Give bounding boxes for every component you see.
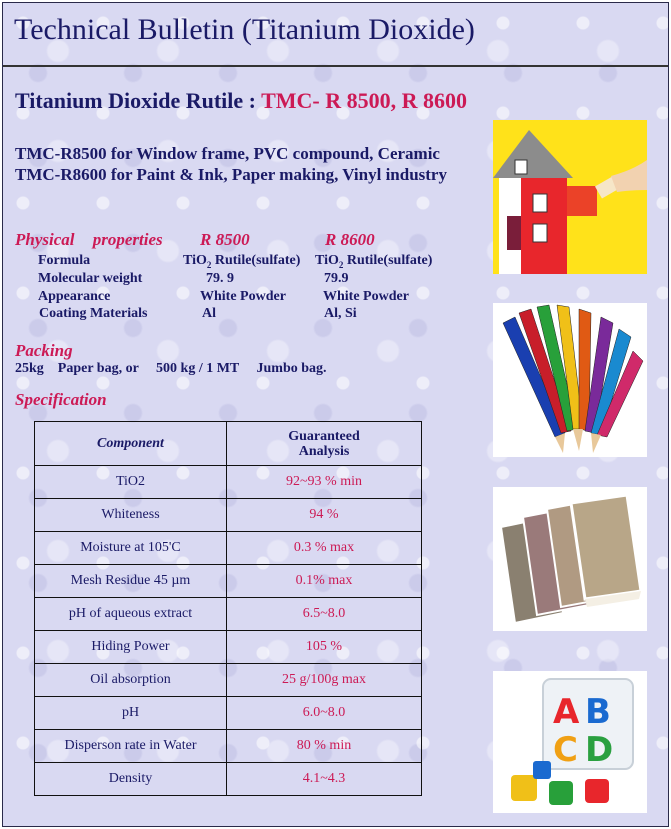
house-paint-icon — [493, 120, 647, 274]
spec-value: 6.5~8.0 — [227, 598, 422, 631]
table-row — [35, 730, 422, 763]
page-title: Technical Bulletin (Titanium Dioxide) — [14, 13, 475, 46]
product-title-prefix: Titanium Dioxide Rutile : — [15, 88, 262, 113]
product-models: TMC- R 8500, R 8600 — [261, 88, 468, 113]
physical-heading-word-1: Physical — [15, 230, 75, 249]
col-component: Component — [35, 422, 227, 466]
specification-table — [34, 421, 422, 796]
table-row — [35, 499, 422, 532]
prop-r8600-formula — [315, 253, 432, 270]
spec-component: Disperson rate in Water — [35, 730, 227, 763]
spec-value: 92~93 % min — [227, 466, 422, 499]
spec-component: TiO2 — [35, 466, 227, 499]
header — [3, 3, 668, 67]
use-line-r8600: TMC-R8600 for Paint & Ink, Paper making, Vinyl industry — [15, 165, 447, 184]
block-letter-d: D — [585, 730, 614, 770]
spec-component: Density — [35, 763, 227, 796]
use-line-r8500: TMC-R8500 for Window frame, PVC compound, Ceramic — [15, 144, 440, 163]
house-paint-image — [493, 120, 647, 274]
paper-samples-image — [493, 487, 647, 631]
spec-component: Moisture at 105'C — [35, 532, 227, 565]
packing-text: 25kg Paper bag, or 500 kg / 1 MT Jumbo bag. — [15, 361, 327, 376]
col-guaranteed-line-1: Guaranteed — [288, 428, 360, 444]
block-letter-c: C — [553, 730, 578, 770]
table-row — [35, 631, 422, 664]
table-header-row — [35, 422, 422, 466]
prop-label-formula: Formula — [38, 253, 91, 268]
packing-heading: Packing — [15, 341, 73, 360]
col-guaranteed-line-2: Analysis — [298, 443, 350, 459]
table-row — [35, 598, 422, 631]
toy-blocks-icon — [493, 671, 647, 813]
block-letter-a: A — [553, 692, 580, 732]
prop-r8500-coating: Al — [202, 306, 216, 321]
col-guaranteed-analysis — [227, 422, 422, 466]
formula-sub: 2 — [206, 259, 212, 270]
prop-label-appearance: Appearance — [38, 289, 111, 304]
prop-r8600-coating: Al, Si — [324, 306, 357, 321]
table-row — [35, 532, 422, 565]
spec-value: 105 % — [227, 631, 422, 664]
toy-blocks-image — [493, 671, 647, 813]
block-letter-b: B — [585, 692, 611, 732]
spec-value: 80 % min — [227, 730, 422, 763]
spec-value: 0.1% max — [227, 565, 422, 598]
table-row — [35, 664, 422, 697]
spec-value: 25 g/100g max — [227, 664, 422, 697]
table-row — [35, 466, 422, 499]
physical-heading-word-2: properties — [92, 230, 163, 249]
prop-r8500-appearance: White Powder — [200, 289, 286, 304]
prop-r8500-molecular-weight: 79. 9 — [206, 271, 234, 286]
spec-value: 4.1~4.3 — [227, 763, 422, 796]
spec-value: 94 % — [227, 499, 422, 532]
spec-component: Oil absorption — [35, 664, 227, 697]
table-row — [35, 697, 422, 730]
formula-suffix: Rutile(sulfate) — [343, 253, 433, 268]
spec-component: Mesh Residue 45 µm — [35, 565, 227, 598]
bulletin-page — [2, 2, 669, 827]
table-row — [35, 763, 422, 796]
spec-component: pH of aqueous extract — [35, 598, 227, 631]
prop-label-molecular-weight: Molecular weight — [38, 271, 143, 286]
formula-prefix: TiO — [315, 253, 339, 268]
product-title — [15, 88, 467, 114]
prop-r8500-formula — [183, 253, 300, 270]
prop-r8600-appearance: White Powder — [323, 289, 409, 304]
table-row — [35, 565, 422, 598]
prop-label-coating: Coating Materials — [39, 306, 148, 321]
col-header-r8600: R 8600 — [325, 230, 375, 249]
pencils-image — [493, 303, 647, 457]
col-header-r8500: R 8500 — [200, 230, 250, 249]
pencils-icon — [493, 303, 647, 457]
spec-component: pH — [35, 697, 227, 730]
prop-r8600-molecular-weight: 79.9 — [324, 271, 349, 286]
spec-value: 0.3 % max — [227, 532, 422, 565]
spec-value: 6.0~8.0 — [227, 697, 422, 730]
product-uses — [15, 143, 447, 185]
formula-suffix: Rutile(sulfate) — [211, 253, 301, 268]
specification-heading: Specification — [15, 390, 107, 409]
physical-heading — [15, 230, 163, 250]
spec-component: Hiding Power — [35, 631, 227, 664]
spec-component: Whiteness — [35, 499, 227, 532]
formula-prefix: TiO — [183, 253, 207, 268]
paper-samples-icon — [493, 487, 647, 631]
formula-sub: 2 — [338, 259, 344, 270]
